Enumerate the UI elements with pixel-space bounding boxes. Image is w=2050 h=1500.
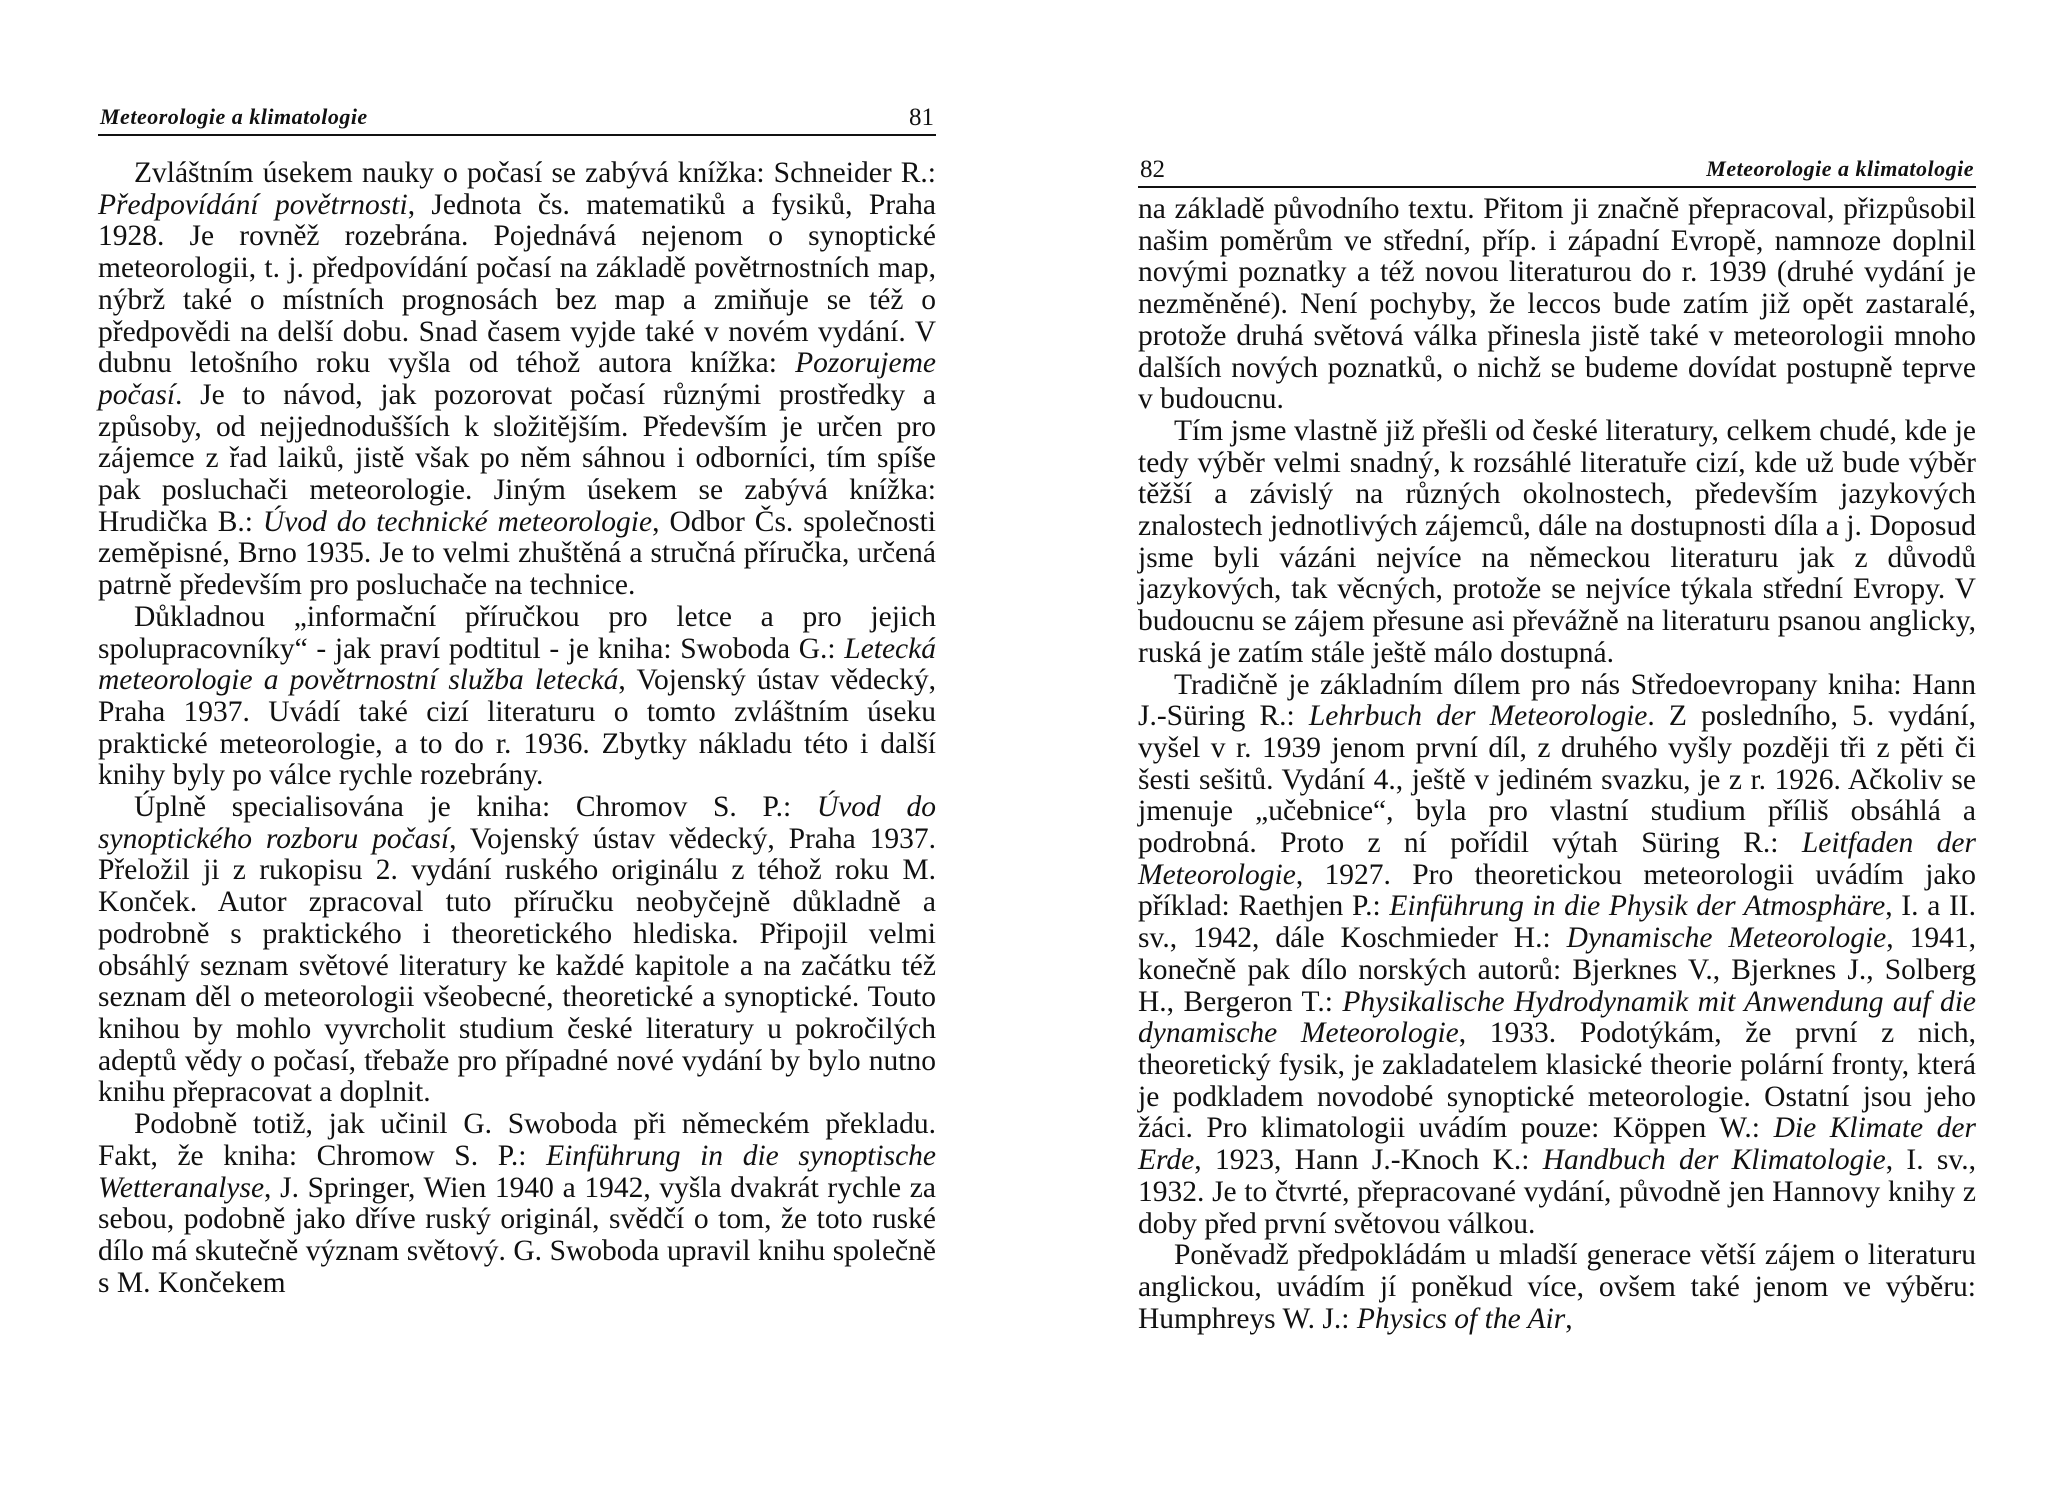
book-title: Physics of the Air bbox=[1356, 1302, 1566, 1335]
paragraph bbox=[1138, 416, 1976, 670]
paragraph bbox=[1138, 670, 1976, 1241]
text-run: , 1933. Podotýkám, že první z nich, theoretický fysik, je zakladatelem klasické theorie polární fronty, která je podkladem novodobé synoptické meteorologie. Ostatní jsou jeho žáci. Pro klimatologii uvádím pouze: Köppen W.: bbox=[1138, 1017, 1977, 1145]
text-run: , I. sv., 1932. Je to čtvrté, přepracované vydání, původně jen Hannovy knihy z doby před první světovou válkou. bbox=[1138, 1144, 1976, 1240]
text-run: na základě původního textu. Přitom ji značně přepracoval, přizpůsobil našim poměrům ve střední, příp. i západní Evropě, namnoze doplnil novými poznatky a též novou literaturou do r. 1939 (druhé vydání je nezměněné). Není pochyby, že leccos bude zatím již opět zastaralé, protože druhá světová válka přinesla jistě také v meteorologii mnoho dalších nových poznatků, o nichž se budeme dovídat postupně teprve v budoucnu. bbox=[1138, 193, 1976, 416]
text-run: Poněvadž předpokládám u mladší generace větší zájem o literaturu anglickou, uvádím jí poněkud více, ovšem také jenom ve výběru: Humphreys W. J.: bbox=[1138, 1239, 1976, 1335]
left-page-header bbox=[98, 96, 936, 136]
text-run: , I. a II. sv., 1942, dále Koschmieder H.: bbox=[1138, 890, 1977, 955]
text-run: Zvláštním úsekem nauky o počasí se zabývá knížka: Schneider R.: bbox=[134, 157, 936, 189]
paragraph-continued bbox=[1138, 194, 1976, 416]
text-run: , bbox=[1565, 1302, 1573, 1335]
text-run: Tím jsme vlastně již přešli od české literatury, celkem chudé, kde je tedy výběr velmi snadný, k rozsáhlé literatuře cizí, kde už bude výběr těžší a závislý na různých okolnostech, především jazykových znalostech jednotlivých zájemců, dále na dostupnosti díla a j. Doposud jsme byli vázáni nejvíce na německou literaturu jak z důvodů jazykových, tak věcných, protože se nejvíce týkala střední Evropy. V budoucnu se zájem přesune asi převážně na literaturu psanou anglicky, ruská je zatím stále ještě málo dostupná. bbox=[1138, 414, 1976, 669]
book-title: Lehrbuch der Meteorologie bbox=[1308, 700, 1648, 733]
page-number: 82 bbox=[1140, 156, 1165, 183]
paragraph bbox=[98, 1109, 936, 1299]
book-title: Physikalische Hydrodynamik mit Anwendung auf die dynamische Meteorologie bbox=[1138, 985, 1976, 1050]
paragraph bbox=[98, 602, 936, 792]
book-title: Letecká meteorologie a povětrnostní služba letecká bbox=[98, 632, 936, 697]
paragraph bbox=[98, 158, 936, 602]
left-page-body bbox=[98, 158, 936, 1299]
book-title: Úvod do technické meteorologie bbox=[262, 505, 653, 538]
book-title: Dynamische Meteorologie bbox=[1566, 922, 1887, 955]
page-number: 81 bbox=[909, 104, 934, 131]
book-title: Leitfaden der Meteorologie bbox=[1138, 827, 1976, 891]
text-run: . Je to návod, jak pozorovat počasí různými prostředky a způsoby, od nejjednodušších k složitějším. Především je určen pro zájemce z řad laiků, jistě však po něm sáhnou i odborníci, tím spíše pak posluchači meteorologie. Jiným úsekem se zabývá knížka: Hrudička B.: bbox=[98, 378, 936, 538]
paragraph bbox=[1138, 1240, 1976, 1335]
right-page bbox=[1138, 148, 1976, 1335]
text-run: , 1927. Pro theoretickou meteorologii uvádím jako příklad: Raethjen P.: bbox=[1138, 858, 1976, 923]
book-title: Die Klimate der Erde bbox=[1138, 1112, 1976, 1177]
text-run: Podobně totiž, jak učinil G. Swoboda při německém překladu. Fakt, že kniha: Chromow S. P.: bbox=[98, 1108, 936, 1172]
text-run: , 1923, Hann J.-Knoch K.: bbox=[1194, 1144, 1543, 1177]
text-run: , Jednota čs. matematiků a fysiků, Praha 1928. Je rovněž rozebrána. Pojednává nejenom o synoptické meteorologii, t. j. předpovídání počasí na základě povětrnostních map, nýbrž také o místních prognosách bez map a zmiňuje se též o předpovědi na delší dobu. Snad časem vyjde také v novém vydání. V dubnu letošního roku vyšla od téhož autora knížka: bbox=[98, 188, 936, 380]
right-page-body bbox=[1138, 194, 1976, 1335]
text-run: Tradičně je základním dílem pro nás Středoevropany kniha: Hann J.-Süring R.: bbox=[1138, 668, 1976, 733]
book-title: Úvod do synoptického rozboru počasí bbox=[98, 791, 936, 855]
text-run: , Odbor Čs. společnosti zeměpisné, Brno 1935. Je to velmi zhuštěná a stručná příručka, určená patrně především pro posluchače na technice. bbox=[98, 505, 936, 602]
book-title: Einführung in die synoptische Wetteranalyse bbox=[98, 1139, 937, 1204]
text-run: , J. Springer, Wien 1940 a 1942, vyšla dvakrát rychle za sebou, podobně jako dříve ruský originál, svědčí o tom, že toto ruské dílo má skutečně význam světový. G. Swoboda upravil knihu společně s M. Končekem bbox=[98, 1171, 936, 1299]
running-title: Meteorologie a klimatologie bbox=[1706, 156, 1974, 181]
text-run: , Vojenský ústav vědecký, Praha 1937. Přeložil ji z rukopisu 2. vydání ruského originálu z téhož roku M. Konček. Autor zpracoval tuto příručku neobyčejně důkladně a podrobně s praktického i theoretického hlediska. Připojil velmi obsáhlý seznam světové literatury ke každé kapitole a na začátku též seznam děl o meteorologii všeobecné, theoretické a synoptické. Touto knihou by mohlo vyvrcholit studium české literatury u pokročilých adeptů vědy o počasí, třebaže pro případné nové vydání by bylo nutno knihu přepracovat a doplnit. bbox=[98, 822, 936, 1109]
book-title: Předpovídání povětrnosti bbox=[98, 188, 408, 221]
left-page bbox=[98, 96, 936, 1299]
paragraph bbox=[98, 792, 936, 1109]
text-run: , Vojenský ústav vědecký, Praha 1937. Uvádí také cizí literaturu o tomto zvláštním úseku praktické meteorologie, a to do r. 1936. Zbytky nákladu této i další knihy byly po válce rychle rozebrány. bbox=[98, 664, 936, 792]
text-run: Důkladnou „informační příručkou pro letce a pro jejich spolupracovníky“ - jak praví podtitul - je kniha: Swoboda G.: bbox=[98, 600, 936, 665]
text-run: , 1941, konečně pak dílo norských autorů: Bjerknes V., Bjerknes J., Solberg H., Bergeron T.: bbox=[1138, 922, 1976, 1018]
text-run: . Z posledního, 5. vydání, vyšel v r. 1939 jenom první díl, z druhého vyšly později tři z pěti či šesti sešitů. Vydání 4., ještě v jediném svazku, je z r. 1926. Ačkoliv se jmenuje „učebnice“, byla pro vlastní studium příliš obsáhlá a podrobná. Proto z ní pořídil výtah Süring R.: bbox=[1138, 700, 1976, 860]
text-run: Úplně specialisována je kniha: Chromov S. P.: bbox=[134, 791, 817, 824]
right-page-header bbox=[1138, 148, 1976, 188]
running-title: Meteorologie a klimatologie bbox=[100, 104, 368, 129]
book-title: Einführung in die Physik der Atmosphäre bbox=[1389, 890, 1886, 923]
book-title: Handbuch der Klimatologie bbox=[1542, 1144, 1886, 1177]
book-title: Pozorujeme počasí bbox=[98, 347, 936, 411]
